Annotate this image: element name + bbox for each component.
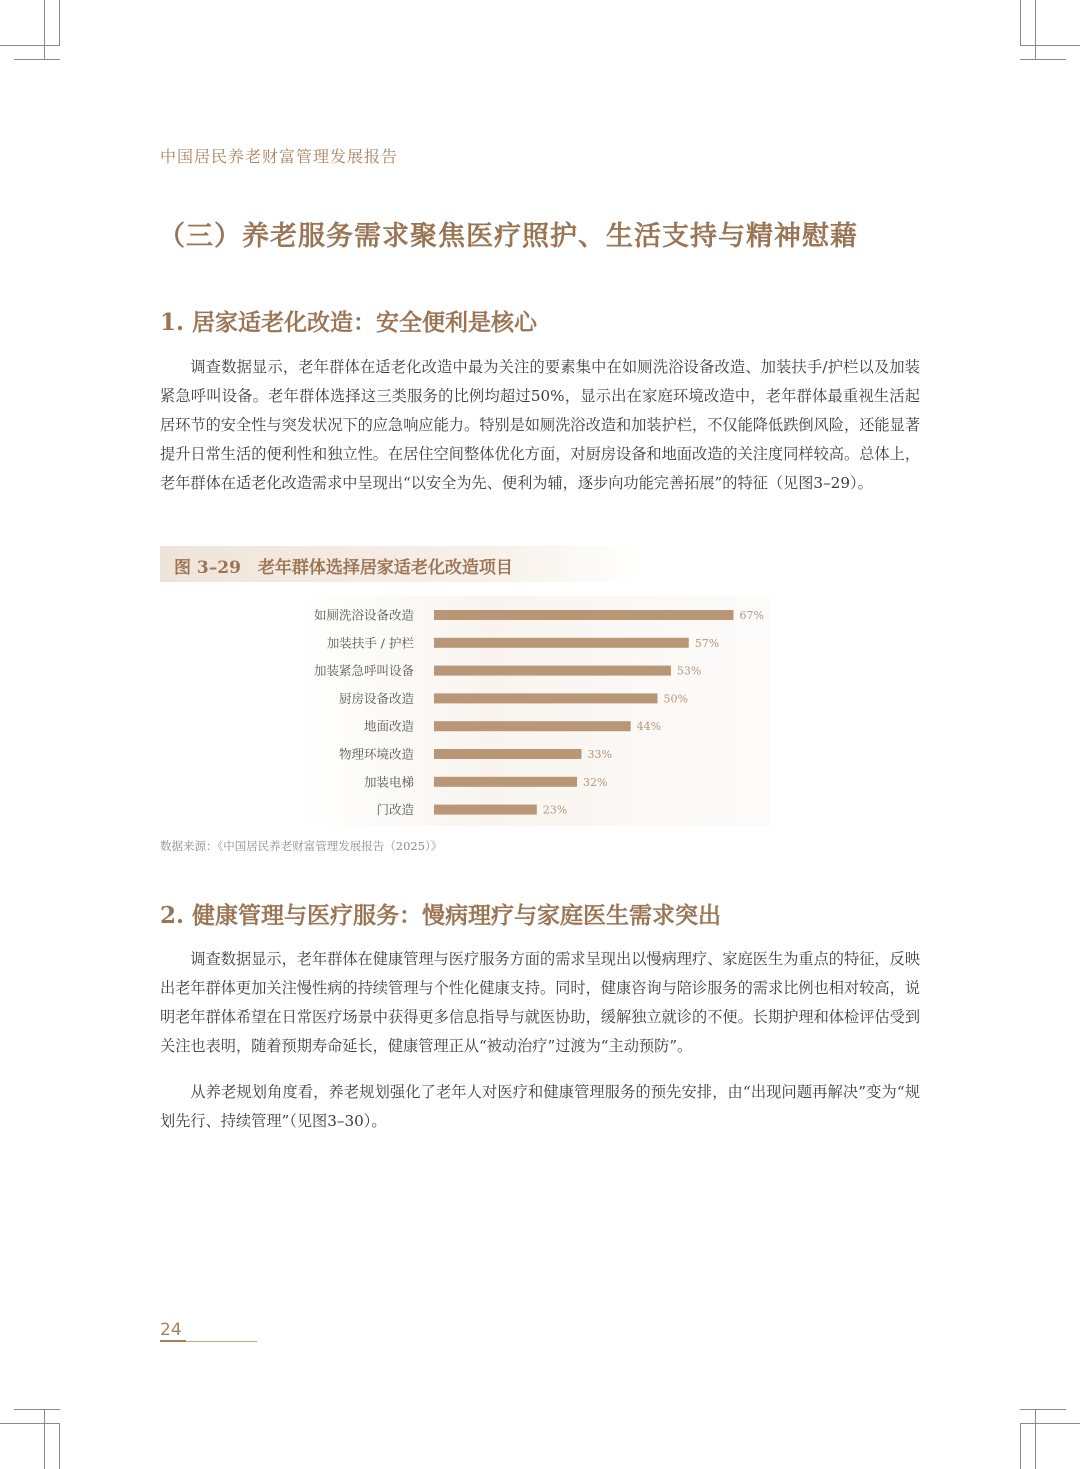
chart-bar bbox=[434, 777, 577, 787]
figure-caption-text: 图 3–29 老年群体选择居家适老化改造项目 bbox=[174, 558, 513, 578]
crop-mark bbox=[14, 1409, 60, 1410]
chart-bar bbox=[434, 666, 671, 676]
chart-value-label: 33% bbox=[587, 748, 612, 761]
chart-bar bbox=[434, 805, 537, 815]
figure-caption bbox=[160, 546, 640, 582]
crop-mark bbox=[1035, 0, 1036, 60]
chart-bar bbox=[434, 693, 658, 703]
chart-bar bbox=[434, 749, 582, 759]
subsection-title-health-management: 2. 健康管理与医疗服务：慢病理疗与家庭医生需求突出 bbox=[160, 902, 722, 929]
body-paragraph: 从养老规划角度看，养老规划强化了老年人对医疗和健康管理服务的预先安排，由“出现问题再解决”变为“规划先行、持续管理”（见图3–30）。 bbox=[160, 1083, 920, 1130]
chart-value-label: 44% bbox=[636, 720, 662, 734]
crop-mark bbox=[1035, 1409, 1036, 1469]
chart-value-label: 57% bbox=[694, 636, 720, 650]
bar-chart bbox=[300, 596, 770, 826]
chart-category-label: 物理环境改造 bbox=[338, 746, 414, 762]
crop-mark bbox=[1020, 0, 1021, 46]
chart-value-label: 50% bbox=[663, 692, 688, 706]
chart-value-label: 23% bbox=[542, 803, 568, 817]
chart-bar bbox=[434, 610, 733, 620]
crop-mark bbox=[1020, 1409, 1066, 1410]
chart-category-label: 门改造 bbox=[376, 802, 414, 818]
chart-category-label: 如厕洗浴设备改造 bbox=[313, 607, 414, 623]
crop-mark bbox=[1020, 1423, 1021, 1469]
crop-mark bbox=[0, 45, 60, 46]
crop-mark bbox=[1020, 1423, 1080, 1424]
crop-mark bbox=[1020, 59, 1066, 60]
subsection-title-home-modification: 1. 居家适老化改造：安全便利是核心 bbox=[160, 309, 538, 336]
page-number-underline bbox=[160, 1340, 186, 1342]
body-paragraph: 调查数据显示，老年群体在健康管理与医疗服务方面的需求呈现出以慢病理疗、家庭医生为重点的特征，反映出老年群体更加关注慢性病的持续管理与个性化健康支持。同时，健康咨询与陪诊服务的需求比例也相对较高，说明老年群体希望在日常医疗场景中获得更多信息指导与就医协助，缓解独立就诊的不便。长期护理和体检评估受到关注也表明，随着预期寿命延长，健康管理正从“被动治疗”过渡为“主动预防”。 bbox=[160, 950, 920, 1055]
chart-value-label: 53% bbox=[676, 664, 702, 678]
page-number: 24 bbox=[160, 1320, 182, 1340]
crop-mark bbox=[59, 1423, 60, 1469]
bar-chart-svg bbox=[300, 596, 770, 826]
running-header: 中国居民养老财富管理发展报告 bbox=[160, 147, 399, 166]
chart-value-label: 32% bbox=[583, 775, 608, 789]
figure-source: 数据来源：《中国居民养老财富管理发展报告（2025）》 bbox=[160, 839, 443, 853]
crop-mark bbox=[1020, 45, 1080, 46]
section-title: （三）养老服务需求聚焦医疗照护、生活支持与精神慰藉 bbox=[158, 221, 858, 252]
crop-mark bbox=[0, 1423, 60, 1424]
chart-bar bbox=[434, 638, 689, 648]
chart-category-label: 地面改造 bbox=[363, 718, 414, 734]
chart-value-label: 67% bbox=[739, 609, 764, 622]
crop-mark bbox=[44, 0, 45, 60]
chart-category-label: 加装电梯 bbox=[363, 774, 414, 790]
chart-bar bbox=[434, 721, 631, 731]
chart-category-label: 厨房设备改造 bbox=[338, 690, 414, 706]
body-paragraph: 调查数据显示，老年群体在适老化改造中最为关注的要素集中在如厕洗浴设备改造、加装扶手/护栏以及加装紧急呼叫设备。老年群体选择这三类服务的比例均超过50%，显示出在家庭环境改造中，老年群体最重视生活起居环节的安全性与突发状况下的应急响应能力。特别是如厕洗浴改造和加装护栏，不仅能降低跌倒风险，还能显著提升日常生活的便利性和独立性。在居住空间整体优化方面，对厨房设备和地面改造的关注度同样较高。总体上，老年群体在适老化改造需求中呈现出“以安全为先、便利为辅，逐步向功能完善拓展”的特征（见图3–29）。 bbox=[160, 358, 920, 492]
crop-mark bbox=[14, 59, 60, 60]
chart-category-label: 加装紧急呼叫设备 bbox=[313, 663, 414, 679]
crop-mark bbox=[59, 0, 60, 46]
crop-mark bbox=[44, 1409, 45, 1469]
chart-category-label: 加装扶手 / 护栏 bbox=[326, 635, 414, 651]
